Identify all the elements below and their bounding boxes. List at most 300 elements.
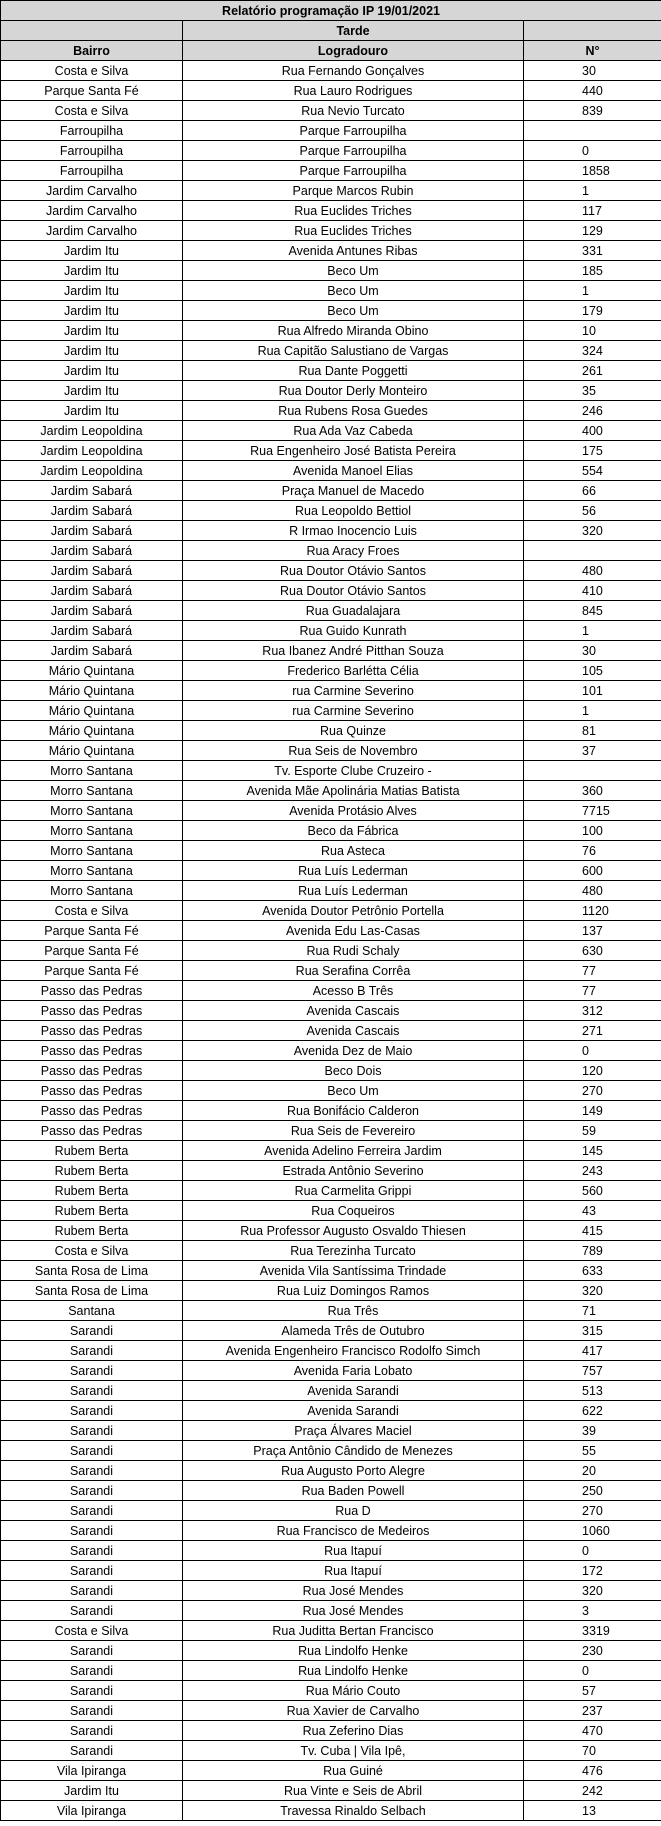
table-row — [1, 1041, 661, 1061]
table-row — [1, 141, 661, 161]
cell-numero: 66 — [524, 481, 661, 501]
cell-bairro: Morro Santana — [1, 781, 183, 801]
table-row — [1, 181, 661, 201]
table-row — [1, 1061, 661, 1081]
table-row — [1, 1201, 661, 1221]
cell-logradouro: Rua Quinze — [183, 721, 524, 741]
cell-numero: 172 — [524, 1561, 661, 1581]
table-row — [1, 1781, 661, 1801]
cell-bairro: Passo das Pedras — [1, 1041, 183, 1061]
cell-logradouro: Avenida Sarandi — [183, 1381, 524, 1401]
table-row — [1, 1121, 661, 1141]
cell-numero: 3 — [524, 1601, 661, 1621]
table-row — [1, 1361, 661, 1381]
cell-numero: 30 — [524, 61, 661, 81]
table-row — [1, 521, 661, 541]
cell-numero: 261 — [524, 361, 661, 381]
table-row — [1, 681, 661, 701]
cell-numero: 179 — [524, 301, 661, 321]
cell-logradouro: Rua Lauro Rodrigues — [183, 81, 524, 101]
cell-logradouro: rua Carmine Severino — [183, 701, 524, 721]
table-row — [1, 561, 661, 581]
period-spacer — [524, 21, 661, 41]
cell-bairro: Jardim Itu — [1, 341, 183, 361]
cell-logradouro: Rua Guadalajara — [183, 601, 524, 621]
cell-bairro: Costa e Silva — [1, 101, 183, 121]
cell-logradouro: Avenida Sarandi — [183, 1401, 524, 1421]
table-row — [1, 1421, 661, 1441]
cell-bairro: Jardim Sabará — [1, 481, 183, 501]
cell-logradouro: Avenida Faria Lobato — [183, 1361, 524, 1381]
cell-logradouro: Rua Doutor Derly Monteiro — [183, 381, 524, 401]
cell-logradouro: Rua Rubens Rosa Guedes — [183, 401, 524, 421]
cell-bairro: Morro Santana — [1, 761, 183, 781]
period-label: Tarde — [183, 21, 524, 41]
cell-logradouro: Rua Doutor Otávio Santos — [183, 581, 524, 601]
table-row — [1, 221, 661, 241]
period-row — [1, 21, 661, 41]
cell-logradouro: Rua José Mendes — [183, 1581, 524, 1601]
table-row — [1, 301, 661, 321]
cell-logradouro: Beco Um — [183, 281, 524, 301]
cell-numero: 1858 — [524, 161, 661, 181]
cell-logradouro: Rua Lindolfo Henke — [183, 1641, 524, 1661]
cell-numero: 55 — [524, 1441, 661, 1461]
cell-logradouro: Travessa Rinaldo Selbach — [183, 1801, 524, 1821]
cell-bairro: Sarandi — [1, 1641, 183, 1661]
cell-bairro: Jardim Sabará — [1, 581, 183, 601]
cell-numero: 117 — [524, 201, 661, 221]
table-row — [1, 1181, 661, 1201]
cell-numero: 845 — [524, 601, 661, 621]
cell-numero: 13 — [524, 1801, 661, 1821]
table-row — [1, 621, 661, 641]
table-row — [1, 81, 661, 101]
cell-numero: 35 — [524, 381, 661, 401]
cell-logradouro: Estrada Antônio Severino — [183, 1161, 524, 1181]
cell-logradouro: Rua Lindolfo Henke — [183, 1661, 524, 1681]
cell-numero: 1 — [524, 701, 661, 721]
cell-bairro: Parque Santa Fé — [1, 961, 183, 981]
cell-numero: 242 — [524, 1781, 661, 1801]
cell-bairro: Sarandi — [1, 1501, 183, 1521]
cell-logradouro: Rua Guiné — [183, 1761, 524, 1781]
cell-numero: 480 — [524, 881, 661, 901]
table-row — [1, 1221, 661, 1241]
cell-numero: 312 — [524, 1001, 661, 1021]
cell-logradouro: Avenida Antunes Ribas — [183, 241, 524, 261]
cell-logradouro: Rua Seis de Novembro — [183, 741, 524, 761]
table-row — [1, 121, 661, 141]
table-row — [1, 1761, 661, 1781]
cell-logradouro: Rua Mário Couto — [183, 1681, 524, 1701]
table-row — [1, 1701, 661, 1721]
table-row — [1, 1801, 661, 1821]
cell-logradouro: Rua Asteca — [183, 841, 524, 861]
cell-logradouro: Rua Luiz Domingos Ramos — [183, 1281, 524, 1301]
cell-logradouro: Parque Farroupilha — [183, 161, 524, 181]
cell-logradouro: Rua Engenheiro José Batista Pereira — [183, 441, 524, 461]
cell-bairro: Jardim Itu — [1, 361, 183, 381]
cell-logradouro: Rua Luís Lederman — [183, 881, 524, 901]
cell-logradouro: Rua Professor Augusto Osvaldo Thiesen — [183, 1221, 524, 1241]
cell-bairro: Jardim Carvalho — [1, 181, 183, 201]
cell-bairro: Jardim Carvalho — [1, 201, 183, 221]
table-row — [1, 841, 661, 861]
cell-numero: 410 — [524, 581, 661, 601]
cell-bairro: Jardim Sabará — [1, 621, 183, 641]
table-row — [1, 1001, 661, 1021]
table-row — [1, 741, 661, 761]
cell-logradouro: Beco Dois — [183, 1061, 524, 1081]
cell-logradouro: Rua Coqueiros — [183, 1201, 524, 1221]
cell-numero: 20 — [524, 1461, 661, 1481]
cell-bairro: Morro Santana — [1, 881, 183, 901]
cell-bairro: Jardim Itu — [1, 381, 183, 401]
table-row — [1, 1161, 661, 1181]
cell-bairro: Sarandi — [1, 1381, 183, 1401]
cell-logradouro: Rua Ada Vaz Cabeda — [183, 421, 524, 441]
cell-bairro: Sarandi — [1, 1481, 183, 1501]
table-row — [1, 441, 661, 461]
cell-numero: 1 — [524, 281, 661, 301]
cell-bairro: Passo das Pedras — [1, 981, 183, 1001]
cell-logradouro: Rua Nevio Turcato — [183, 101, 524, 121]
cell-logradouro: Beco da Fábrica — [183, 821, 524, 841]
table-row — [1, 1681, 661, 1701]
table-row — [1, 381, 661, 401]
cell-logradouro: Tv. Cuba | Vila Ipê, — [183, 1741, 524, 1761]
cell-logradouro: Tv. Esporte Clube Cruzeiro - — [183, 761, 524, 781]
cell-bairro: Santa Rosa de Lima — [1, 1281, 183, 1301]
table-row — [1, 901, 661, 921]
table-row — [1, 421, 661, 441]
cell-numero: 440 — [524, 81, 661, 101]
cell-numero: 3319 — [524, 1621, 661, 1641]
table-row — [1, 801, 661, 821]
table-row — [1, 241, 661, 261]
cell-bairro: Sarandi — [1, 1421, 183, 1441]
cell-bairro: Jardim Sabará — [1, 561, 183, 581]
cell-logradouro: Frederico Barlétta Célia — [183, 661, 524, 681]
table-row — [1, 941, 661, 961]
cell-numero: 839 — [524, 101, 661, 121]
cell-bairro: Sarandi — [1, 1601, 183, 1621]
cell-numero: 633 — [524, 1261, 661, 1281]
cell-bairro: Jardim Itu — [1, 261, 183, 281]
cell-logradouro: Avenida Dez de Maio — [183, 1041, 524, 1061]
cell-numero: 320 — [524, 1581, 661, 1601]
cell-logradouro: Praça Manuel de Macedo — [183, 481, 524, 501]
cell-numero: 10 — [524, 321, 661, 341]
table-row — [1, 261, 661, 281]
cell-bairro: Jardim Itu — [1, 401, 183, 421]
cell-numero: 70 — [524, 1741, 661, 1761]
cell-logradouro: Rua Itapuí — [183, 1561, 524, 1581]
cell-numero: 320 — [524, 1281, 661, 1301]
cell-numero: 43 — [524, 1201, 661, 1221]
cell-bairro: Jardim Leopoldina — [1, 441, 183, 461]
cell-numero: 76 — [524, 841, 661, 861]
table-row — [1, 581, 661, 601]
cell-bairro: Vila Ipiranga — [1, 1761, 183, 1781]
cell-bairro: Jardim Itu — [1, 1781, 183, 1801]
cell-bairro: Morro Santana — [1, 801, 183, 821]
cell-bairro: Sarandi — [1, 1721, 183, 1741]
table-row — [1, 661, 661, 681]
cell-logradouro: Rua Francisco de Medeiros — [183, 1521, 524, 1541]
cell-numero: 120 — [524, 1061, 661, 1081]
cell-bairro: Mário Quintana — [1, 681, 183, 701]
table-row — [1, 1301, 661, 1321]
cell-bairro: Sarandi — [1, 1681, 183, 1701]
cell-numero: 246 — [524, 401, 661, 421]
table-row — [1, 921, 661, 941]
cell-logradouro: Praça Antônio Cândido de Menezes — [183, 1441, 524, 1461]
table-row — [1, 1741, 661, 1761]
cell-bairro: Mário Quintana — [1, 721, 183, 741]
table-row — [1, 1081, 661, 1101]
cell-numero: 30 — [524, 641, 661, 661]
cell-numero: 7715 — [524, 801, 661, 821]
cell-bairro: Passo das Pedras — [1, 1021, 183, 1041]
cell-numero: 81 — [524, 721, 661, 741]
cell-bairro: Rubem Berta — [1, 1221, 183, 1241]
cell-logradouro: Rua Euclides Triches — [183, 201, 524, 221]
cell-numero: 77 — [524, 961, 661, 981]
cell-bairro: Farroupilha — [1, 121, 183, 141]
cell-bairro: Farroupilha — [1, 141, 183, 161]
cell-numero: 250 — [524, 1481, 661, 1501]
table-row — [1, 1261, 661, 1281]
cell-bairro: Passo das Pedras — [1, 1101, 183, 1121]
cell-numero: 100 — [524, 821, 661, 841]
table-row — [1, 1461, 661, 1481]
table-row — [1, 1481, 661, 1501]
column-header-logradouro: Logradouro — [183, 41, 524, 61]
cell-numero: 0 — [524, 1541, 661, 1561]
cell-numero: 757 — [524, 1361, 661, 1381]
cell-numero: 129 — [524, 221, 661, 241]
cell-logradouro: Rua Dante Poggetti — [183, 361, 524, 381]
table-row — [1, 1101, 661, 1121]
cell-numero: 400 — [524, 421, 661, 441]
cell-bairro: Jardim Sabará — [1, 541, 183, 561]
cell-logradouro: Rua Carmelita Grippi — [183, 1181, 524, 1201]
cell-bairro: Jardim Itu — [1, 301, 183, 321]
cell-numero: 1 — [524, 181, 661, 201]
table-row — [1, 981, 661, 1001]
cell-logradouro: Rua Capitão Salustiano de Vargas — [183, 341, 524, 361]
cell-logradouro: Avenida Protásio Alves — [183, 801, 524, 821]
column-header-row — [1, 41, 661, 61]
cell-logradouro: Rua Leopoldo Bettiol — [183, 501, 524, 521]
cell-logradouro: Rua Rudi Schaly — [183, 941, 524, 961]
cell-numero: 320 — [524, 521, 661, 541]
cell-bairro: Passo das Pedras — [1, 1061, 183, 1081]
cell-bairro: Rubem Berta — [1, 1201, 183, 1221]
table-row — [1, 701, 661, 721]
cell-numero: 1060 — [524, 1521, 661, 1541]
table-row — [1, 1141, 661, 1161]
cell-logradouro: Rua Fernando Gonçalves — [183, 61, 524, 81]
cell-numero: 789 — [524, 1241, 661, 1261]
cell-logradouro: Avenida Adelino Ferreira Jardim — [183, 1141, 524, 1161]
table-row — [1, 1401, 661, 1421]
table-row — [1, 201, 661, 221]
table-row — [1, 1521, 661, 1541]
table-row — [1, 501, 661, 521]
cell-logradouro: Avenida Cascais — [183, 1001, 524, 1021]
cell-bairro: Jardim Carvalho — [1, 221, 183, 241]
cell-numero: 185 — [524, 261, 661, 281]
table-body — [1, 61, 661, 1821]
cell-numero: 237 — [524, 1701, 661, 1721]
table-row — [1, 601, 661, 621]
table-row — [1, 361, 661, 381]
cell-numero: 77 — [524, 981, 661, 1001]
cell-logradouro: Rua Bonifácio Calderon — [183, 1101, 524, 1121]
cell-logradouro: Rua Juditta Bertan Francisco — [183, 1621, 524, 1641]
cell-logradouro: Rua Augusto Porto Alegre — [183, 1461, 524, 1481]
cell-bairro: Rubem Berta — [1, 1141, 183, 1161]
cell-numero — [524, 761, 661, 781]
cell-logradouro: Rua Xavier de Carvalho — [183, 1701, 524, 1721]
table-row — [1, 1241, 661, 1261]
cell-logradouro: rua Carmine Severino — [183, 681, 524, 701]
table-row — [1, 1021, 661, 1041]
cell-numero: 513 — [524, 1381, 661, 1401]
cell-logradouro: Rua Ibanez André Pitthan Souza — [183, 641, 524, 661]
cell-bairro: Costa e Silva — [1, 1621, 183, 1641]
table-row — [1, 641, 661, 661]
cell-bairro: Jardim Sabará — [1, 641, 183, 661]
cell-bairro: Sarandi — [1, 1341, 183, 1361]
cell-bairro: Jardim Sabará — [1, 501, 183, 521]
table-row — [1, 1341, 661, 1361]
cell-bairro: Mário Quintana — [1, 661, 183, 681]
cell-bairro: Morro Santana — [1, 861, 183, 881]
table-row — [1, 401, 661, 421]
cell-bairro: Sarandi — [1, 1541, 183, 1561]
table-row — [1, 541, 661, 561]
cell-numero: 57 — [524, 1681, 661, 1701]
cell-bairro: Morro Santana — [1, 841, 183, 861]
table-row — [1, 1561, 661, 1581]
cell-numero: 149 — [524, 1101, 661, 1121]
cell-numero: 271 — [524, 1021, 661, 1041]
cell-bairro: Parque Santa Fé — [1, 941, 183, 961]
table-row — [1, 861, 661, 881]
cell-logradouro: Avenida Cascais — [183, 1021, 524, 1041]
cell-logradouro: Rua D — [183, 1501, 524, 1521]
cell-numero: 105 — [524, 661, 661, 681]
cell-numero: 560 — [524, 1181, 661, 1201]
cell-numero: 101 — [524, 681, 661, 701]
cell-numero: 0 — [524, 141, 661, 161]
cell-numero: 480 — [524, 561, 661, 581]
cell-bairro: Sarandi — [1, 1521, 183, 1541]
cell-logradouro: Rua Guido Kunrath — [183, 621, 524, 641]
cell-bairro: Costa e Silva — [1, 901, 183, 921]
cell-bairro: Morro Santana — [1, 821, 183, 841]
cell-bairro: Sarandi — [1, 1401, 183, 1421]
cell-bairro: Rubem Berta — [1, 1181, 183, 1201]
cell-logradouro: Praça Álvares Maciel — [183, 1421, 524, 1441]
cell-bairro: Passo das Pedras — [1, 1001, 183, 1021]
column-header-numero: N° — [524, 41, 661, 61]
table-row — [1, 321, 661, 341]
cell-numero: 270 — [524, 1081, 661, 1101]
cell-numero: 270 — [524, 1501, 661, 1521]
cell-logradouro: Rua Terezinha Turcato — [183, 1241, 524, 1261]
table-row — [1, 961, 661, 981]
table-row — [1, 161, 661, 181]
table-row — [1, 461, 661, 481]
cell-numero: 415 — [524, 1221, 661, 1241]
cell-logradouro: Rua Serafina Corrêa — [183, 961, 524, 981]
cell-bairro: Mário Quintana — [1, 701, 183, 721]
cell-numero: 470 — [524, 1721, 661, 1741]
cell-numero: 145 — [524, 1141, 661, 1161]
cell-bairro: Jardim Itu — [1, 281, 183, 301]
cell-logradouro: Avenida Doutor Petrônio Portella — [183, 901, 524, 921]
cell-numero: 622 — [524, 1401, 661, 1421]
cell-bairro: Sarandi — [1, 1441, 183, 1461]
cell-bairro: Sarandi — [1, 1701, 183, 1721]
cell-numero: 56 — [524, 501, 661, 521]
cell-numero: 1120 — [524, 901, 661, 921]
cell-bairro: Parque Santa Fé — [1, 921, 183, 941]
cell-logradouro: Avenida Edu Las-Casas — [183, 921, 524, 941]
cell-logradouro: Beco Um — [183, 301, 524, 321]
table-row — [1, 101, 661, 121]
cell-logradouro: Avenida Mãe Apolinária Matias Batista — [183, 781, 524, 801]
cell-numero: 331 — [524, 241, 661, 261]
cell-logradouro: Avenida Engenheiro Francisco Rodolfo Simch — [183, 1341, 524, 1361]
cell-logradouro: Rua Euclides Triches — [183, 221, 524, 241]
table-row — [1, 1621, 661, 1641]
cell-logradouro: Rua Aracy Froes — [183, 541, 524, 561]
cell-numero — [524, 541, 661, 561]
cell-numero: 39 — [524, 1421, 661, 1441]
cell-bairro: Sarandi — [1, 1561, 183, 1581]
cell-bairro: Sarandi — [1, 1461, 183, 1481]
cell-logradouro: Rua Doutor Otávio Santos — [183, 561, 524, 581]
cell-bairro: Vila Ipiranga — [1, 1801, 183, 1821]
cell-bairro: Santana — [1, 1301, 183, 1321]
table-row — [1, 1721, 661, 1741]
cell-bairro: Jardim Sabará — [1, 521, 183, 541]
cell-logradouro: R Irmao Inocencio Luis — [183, 521, 524, 541]
cell-bairro: Costa e Silva — [1, 1241, 183, 1261]
cell-bairro: Sarandi — [1, 1661, 183, 1681]
table-row — [1, 341, 661, 361]
cell-logradouro: Rua Zeferino Dias — [183, 1721, 524, 1741]
cell-logradouro: Acesso B Três — [183, 981, 524, 1001]
cell-numero: 0 — [524, 1041, 661, 1061]
cell-numero: 71 — [524, 1301, 661, 1321]
cell-logradouro: Avenida Manoel Elias — [183, 461, 524, 481]
cell-logradouro: Rua José Mendes — [183, 1601, 524, 1621]
cell-bairro: Mário Quintana — [1, 741, 183, 761]
table-row — [1, 1281, 661, 1301]
cell-bairro: Farroupilha — [1, 161, 183, 181]
cell-bairro: Jardim Itu — [1, 321, 183, 341]
cell-numero: 324 — [524, 341, 661, 361]
cell-bairro: Sarandi — [1, 1581, 183, 1601]
table-row — [1, 1641, 661, 1661]
